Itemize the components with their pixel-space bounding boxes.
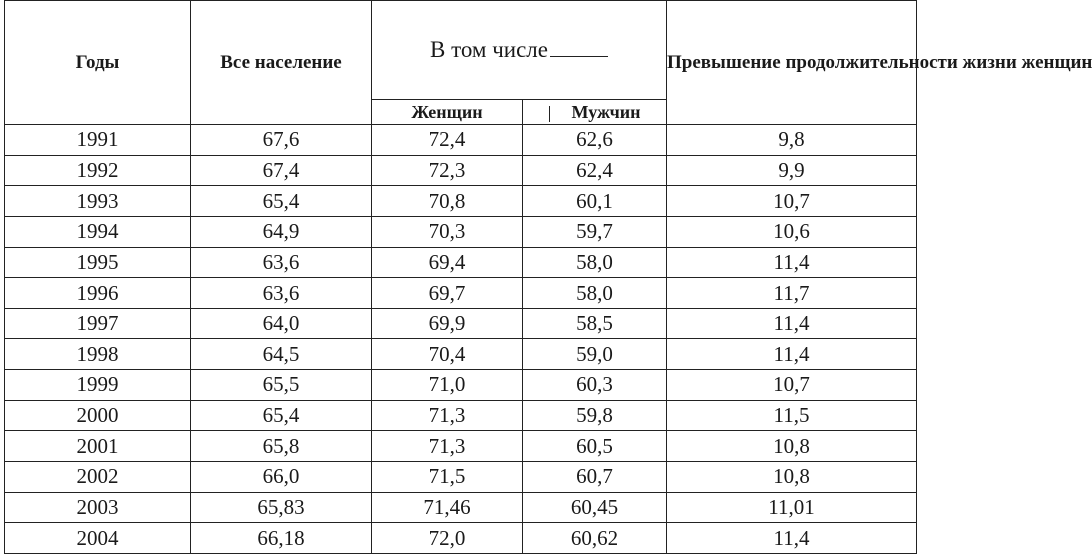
cell-women: 71,5: [372, 462, 523, 493]
cell-year: 2004: [5, 523, 191, 554]
table-body: [5, 125, 917, 554]
cell-excess: 11,5: [667, 400, 917, 431]
cell-excess: 11,4: [667, 523, 917, 554]
table-row: [5, 186, 917, 217]
cell-men: 60,3: [523, 370, 667, 401]
cell-all-population: 64,9: [191, 216, 372, 247]
cell-women: 69,9: [372, 308, 523, 339]
header-years: Годы: [5, 1, 191, 125]
cell-all-population: 66,18: [191, 523, 372, 554]
table-row: [5, 308, 917, 339]
table-row: [5, 400, 917, 431]
header-all-population: Все население: [191, 1, 372, 125]
cell-women: 72,4: [372, 125, 523, 156]
header-including-underline: [550, 38, 608, 57]
cell-women: 70,3: [372, 216, 523, 247]
life-expectancy-table: [4, 0, 1092, 554]
cell-men: 58,5: [523, 308, 667, 339]
cell-men: 60,1: [523, 186, 667, 217]
cell-excess: 10,7: [667, 370, 917, 401]
header-men-cell: [523, 100, 667, 125]
cell-men: 62,4: [523, 155, 667, 186]
cell-women: 72,0: [372, 523, 523, 554]
cell-all-population: 65,5: [191, 370, 372, 401]
cell-year: 1993: [5, 186, 191, 217]
cell-all-population: 67,4: [191, 155, 372, 186]
cell-men: 59,0: [523, 339, 667, 370]
cell-excess: 11,01: [667, 492, 917, 523]
cell-all-population: 63,6: [191, 247, 372, 278]
cell-year: 1999: [5, 370, 191, 401]
table-row: [5, 431, 917, 462]
cell-women: 71,0: [372, 370, 523, 401]
cell-all-population: 67,6: [191, 125, 372, 156]
cell-excess: 11,4: [667, 339, 917, 370]
cell-excess: 11,4: [667, 308, 917, 339]
cell-all-population: 63,6: [191, 278, 372, 309]
table-row: [5, 523, 917, 554]
table-row: [5, 339, 917, 370]
cell-men: 60,45: [523, 492, 667, 523]
header-divider-tick: [549, 106, 550, 122]
cell-year: 1991: [5, 125, 191, 156]
cell-excess: 9,8: [667, 125, 917, 156]
cell-women: 72,3: [372, 155, 523, 186]
cell-year: 1995: [5, 247, 191, 278]
cell-women: 71,3: [372, 400, 523, 431]
header-women: Женщин: [372, 100, 523, 125]
cell-year: 2002: [5, 462, 191, 493]
table-row: [5, 492, 917, 523]
cell-all-population: 64,0: [191, 308, 372, 339]
cell-excess: 10,8: [667, 462, 917, 493]
cell-year: 1998: [5, 339, 191, 370]
cell-all-population: 65,8: [191, 431, 372, 462]
cell-women: 71,3: [372, 431, 523, 462]
cell-men: 60,7: [523, 462, 667, 493]
cell-year: 1992: [5, 155, 191, 186]
cell-men: 59,7: [523, 216, 667, 247]
cell-excess: 11,7: [667, 278, 917, 309]
cell-excess: 10,6: [667, 216, 917, 247]
cell-women: 70,8: [372, 186, 523, 217]
table-row: [5, 462, 917, 493]
cell-excess: 10,7: [667, 186, 917, 217]
cell-women: 71,46: [372, 492, 523, 523]
table-row: [5, 155, 917, 186]
cell-men: 62,6: [523, 125, 667, 156]
cell-year: 2001: [5, 431, 191, 462]
cell-year: 2003: [5, 492, 191, 523]
cell-men: 58,0: [523, 278, 667, 309]
cell-men: 60,62: [523, 523, 667, 554]
header-including-group: [372, 1, 667, 100]
cell-excess: 9,9: [667, 155, 917, 186]
cell-men: 60,5: [523, 431, 667, 462]
cell-year: 1997: [5, 308, 191, 339]
cell-excess: 11,4: [667, 247, 917, 278]
table-row: [5, 370, 917, 401]
cell-year: 2000: [5, 400, 191, 431]
cell-men: 58,0: [523, 247, 667, 278]
cell-women: 70,4: [372, 339, 523, 370]
scanned-table-page: [4, 0, 1092, 554]
header-excess: Превышение продолжительности жизни женщин: [667, 1, 917, 125]
table-row: [5, 278, 917, 309]
cell-year: 1996: [5, 278, 191, 309]
cell-all-population: 64,5: [191, 339, 372, 370]
cell-all-population: 65,83: [191, 492, 372, 523]
cell-all-population: 66,0: [191, 462, 372, 493]
cell-men: 59,8: [523, 400, 667, 431]
table-row: [5, 125, 917, 156]
cell-all-population: 65,4: [191, 400, 372, 431]
cell-year: 1994: [5, 216, 191, 247]
cell-excess: 10,8: [667, 431, 917, 462]
table-row: [5, 247, 917, 278]
header-men: Мужчин: [571, 102, 641, 122]
cell-women: 69,7: [372, 278, 523, 309]
table-row: [5, 216, 917, 247]
cell-all-population: 65,4: [191, 186, 372, 217]
header-including-label: В том числе: [430, 37, 548, 62]
cell-women: 69,4: [372, 247, 523, 278]
